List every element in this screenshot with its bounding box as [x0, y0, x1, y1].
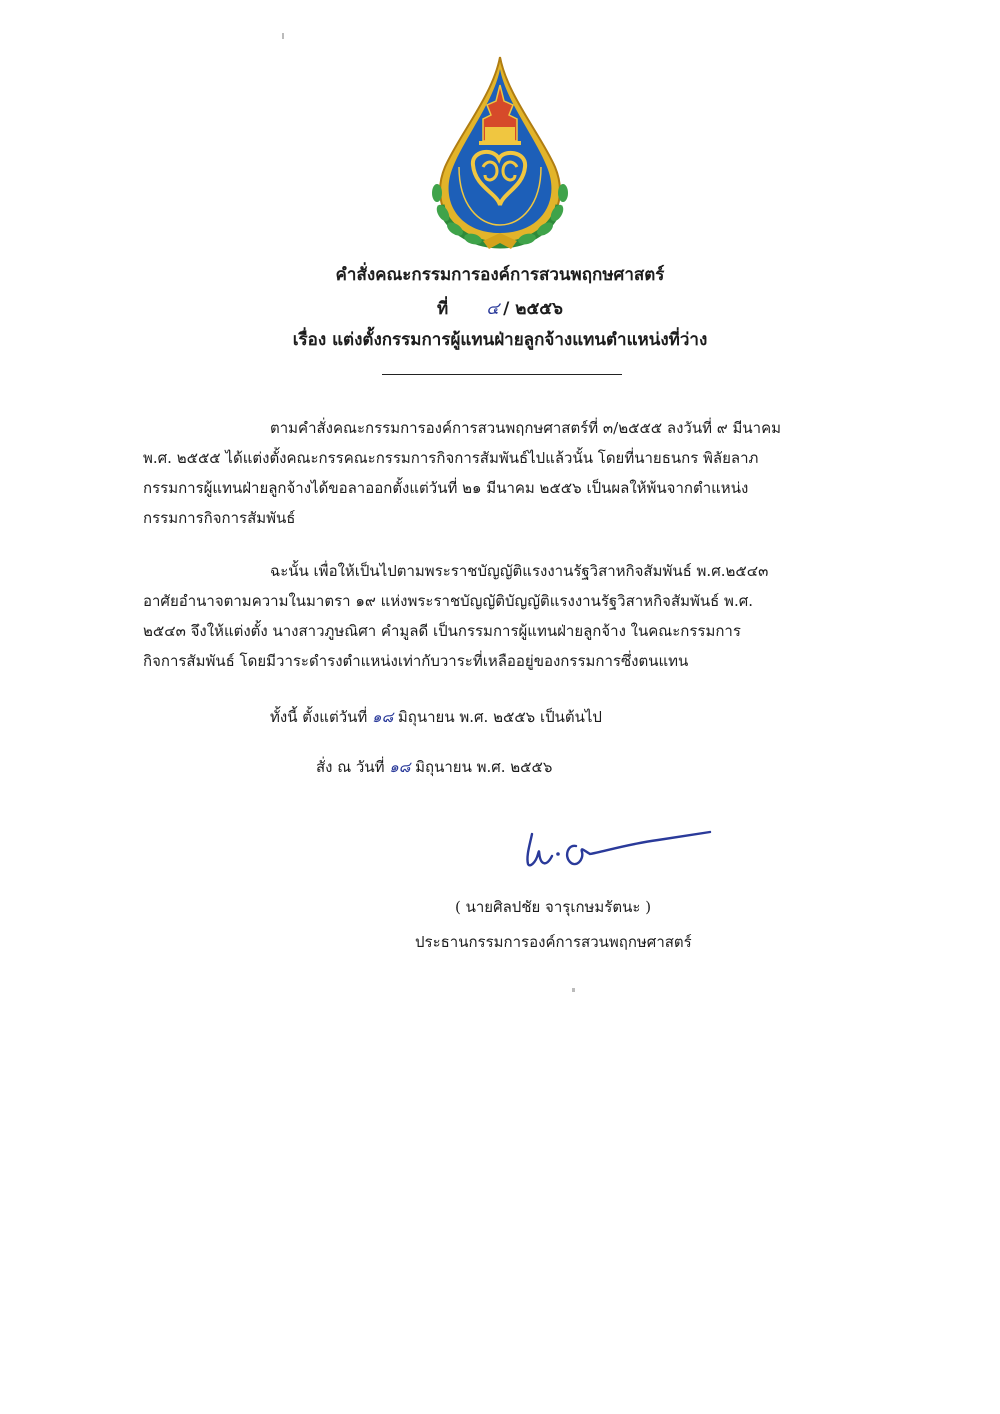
paragraph-reference [143, 413, 865, 533]
signer-position: ประธานกรรมการองค์การสวนพฤกษศาสตร์ [415, 933, 692, 951]
effective-prefix: ทั้งนี้ ตั้งแต่วันที่ [270, 708, 373, 726]
paragraph-line: ๒๕๔๓ จึงให้แต่งตั้ง นางสาวภูษณิศา คำมูลดี เป็นกรรมการผู้แทนฝ่ายลูกจ้าง ในคณะกรรมการ [143, 622, 741, 640]
title-divider [382, 374, 622, 375]
order-subject: เรื่อง แต่งตั้งกรรมการผู้แทนฝ่ายลูกจ้างแทนตำแหน่งที่ว่าง [292, 330, 708, 350]
order-title: คำสั่งคณะกรรมการองค์การสวนพฤกษศาสตร์ [335, 265, 665, 285]
signer-name: ( นายศิลปชัย จารุเกษมรัตนะ ) [455, 898, 652, 916]
paragraph-line: ตามคำสั่งคณะกรรมการองค์การสวนพฤกษศาสตร์ที่ ๓/๒๕๕๕ ลงวันที่ ๙ มีนาคม [270, 419, 782, 437]
order-number-label: ที่ [437, 299, 449, 319]
organization-seal-icon [423, 55, 577, 250]
order-number-year: / ๒๕๕๖ [503, 299, 563, 319]
paragraph-appointment [143, 556, 865, 676]
effective-suffix: มิถุนายน พ.ศ. ๒๕๕๖ เป็นต้นไป [393, 708, 602, 726]
paragraph-line: พ.ศ. ๒๕๕๕ ได้แต่งตั้งคณะกรรคณะกรรมการกิจการสัมพันธ์ไปแล้วนั้น โดยที่นายธนกร พิลัยลาภ [143, 449, 759, 467]
paragraph-line: อาศัยอำนาจตามความในมาตรา ๑๙ แห่งพระราชบัญญัติบัญญัติแรงงานรัฐวิสาหกิจสัมพันธ์ พ.ศ. [143, 592, 753, 610]
paragraph-line: ฉะนั้น เพื่อให้เป็นไปตามพระราชบัญญัติแรงงานรัฐวิสาหกิจสัมพันธ์ พ.ศ.๒๕๔๓ [270, 562, 769, 580]
scan-speck [572, 988, 575, 992]
order-number [0, 295, 1000, 322]
paragraph-line: กรรมการผู้แทนฝ่ายลูกจ้างได้ขอลาออกตั้งแต่วันที่ ๒๑ มีนาคม ๒๕๕๖ เป็นผลให้พ้นจากตำแหน่ง [143, 479, 749, 497]
order-date-prefix: สั่ง ณ วันที่ [316, 758, 390, 776]
scan-speck [282, 33, 284, 39]
order-date-day: ๑๘ [389, 758, 411, 776]
order-date-line [316, 755, 552, 779]
effective-date-line [270, 705, 602, 729]
handwritten-signature-icon [518, 822, 718, 874]
paragraph-line: กรรมการกิจการสัมพันธ์ [143, 509, 296, 527]
order-number-value: ๔ [486, 299, 500, 319]
paragraph-line: กิจการสัมพันธ์ โดยมีวาระดำรงตำแหน่งเท่ากับวาระที่เหลืออยู่ของกรรมการซึ่งตนแทน [143, 652, 689, 670]
order-date-suffix: มิถุนายน พ.ศ. ๒๕๕๖ [410, 758, 553, 776]
effective-day: ๑๘ [372, 708, 394, 726]
